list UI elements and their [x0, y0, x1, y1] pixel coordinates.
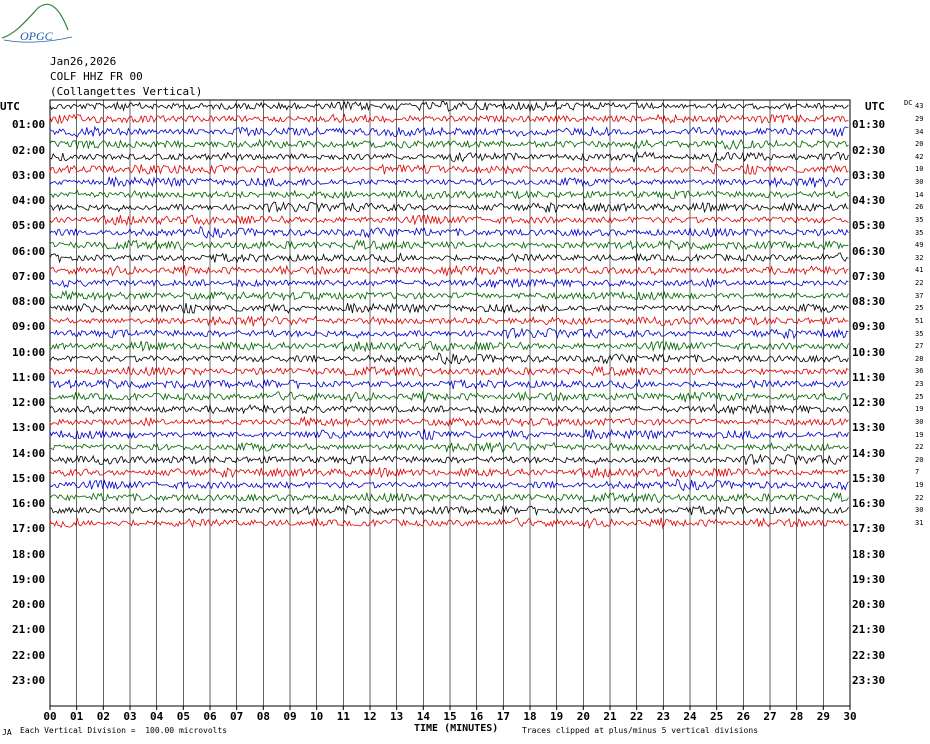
x-tick-label: 27 — [763, 710, 777, 723]
seismogram-trace — [50, 140, 848, 150]
x-tick-label: 09 — [283, 710, 297, 723]
x-tick-label: 12 — [363, 710, 377, 723]
right-hour-label: 20:30 — [852, 598, 886, 611]
seismogram-trace — [50, 215, 848, 225]
right-hour-label: 13:30 — [852, 421, 886, 435]
right-hour-label: 10:30 — [852, 345, 886, 359]
left-hour-label: 06:00 — [12, 244, 46, 258]
left-hour-label: 07:00 — [12, 269, 46, 283]
left-hour-label: 18:00 — [12, 547, 46, 561]
left-hour-label: 08:00 — [12, 295, 46, 308]
seismogram-trace — [50, 455, 848, 465]
left-hour-label: 10:00 — [12, 345, 46, 359]
x-tick-label: 06 — [203, 710, 217, 723]
right-hour-label: 06:30 — [852, 244, 886, 258]
right-hour-label: 18:30 — [852, 547, 886, 561]
right-hour-label: 03:30 — [852, 168, 886, 182]
footer-left-mark: JA — [2, 728, 12, 737]
seismogram-trace — [50, 391, 848, 402]
header-date: Jan26,2026 — [50, 55, 117, 68]
right-hour-label: 21:30 — [852, 623, 886, 637]
seismogram-trace — [50, 518, 848, 528]
seismogram-trace — [50, 404, 848, 413]
header-station: COLF HHZ FR 00 — [50, 70, 143, 83]
dc-offset-value: 25 — [915, 304, 924, 313]
dc-offset-value: 22 — [915, 443, 924, 452]
x-tick-label: 25 — [710, 710, 724, 723]
right-hour-label: 04:30 — [852, 194, 886, 207]
dc-offset-value: 35 — [915, 215, 924, 224]
dc-offset-value: 34 — [915, 127, 924, 136]
left-hour-label: 14:00 — [12, 446, 46, 460]
dc-offset-value: 30 — [915, 417, 924, 426]
right-hour-label: 14:30 — [852, 446, 886, 460]
x-tick-label: 10 — [310, 710, 324, 723]
dc-offset-value: 22 — [915, 493, 924, 502]
dc-offset-value: 49 — [915, 241, 924, 250]
x-tick-label: 23 — [656, 710, 670, 723]
seismogram-trace — [50, 240, 848, 250]
dc-offset-value: 23 — [915, 380, 924, 389]
seismogram-trace — [50, 316, 848, 326]
x-tick-label: 18 — [523, 710, 537, 723]
right-hour-label: 09:30 — [852, 320, 886, 334]
footer-division-note: Each Vertical Division = 100.00 microvolts — [20, 726, 228, 735]
dc-offset-value: 36 — [915, 367, 924, 376]
left-hour-label: 20:00 — [12, 598, 46, 611]
x-tick-label: 04 — [150, 710, 164, 723]
seismogram-trace — [50, 467, 848, 477]
left-hour-label: 02:00 — [12, 143, 46, 157]
x-tick-label: 00 — [43, 710, 57, 723]
x-tick-label: 26 — [736, 710, 750, 723]
x-tick-label: 29 — [816, 710, 830, 723]
right-hour-label: 02:30 — [852, 143, 886, 157]
left-hour-label: 17:00 — [12, 522, 46, 536]
left-hour-label: 16:00 — [12, 497, 46, 510]
dc-offset-value: 19 — [915, 481, 924, 490]
x-tick-label: 15 — [443, 710, 457, 723]
x-tick-label: 01 — [70, 710, 84, 723]
right-hour-label: 11:30 — [852, 370, 886, 384]
seismogram-trace — [50, 417, 848, 426]
left-hour-label: 04:00 — [12, 194, 46, 207]
dc-offset-value: 41 — [915, 266, 924, 275]
seismogram-trace — [50, 366, 848, 376]
left-hour-label: 15:00 — [12, 471, 46, 485]
x-axis-label: TIME (MINUTES) — [414, 723, 499, 734]
dc-offset-value: 22 — [915, 279, 924, 288]
seismogram-trace — [50, 443, 848, 453]
seismogram-trace — [50, 493, 848, 503]
left-hour-label: 05:00 — [12, 219, 46, 233]
header-location: (Collangettes Vertical) — [50, 85, 203, 98]
dc-offset-value: 14 — [915, 190, 924, 199]
dc-title: DC — [904, 99, 913, 107]
left-hour-label: 21:00 — [12, 623, 46, 637]
dc-offset-value: 20 — [915, 455, 924, 464]
right-hour-label: 16:30 — [852, 497, 886, 510]
seismogram-trace — [50, 341, 848, 351]
dc-offset-value: 26 — [915, 203, 924, 212]
x-tick-label: 21 — [603, 710, 617, 723]
seismogram-trace — [50, 303, 848, 313]
x-tick-label: 13 — [390, 710, 404, 723]
left-axis-title: UTC — [0, 100, 20, 113]
dc-offset-value: 42 — [915, 152, 924, 161]
right-hour-label: 05:30 — [852, 219, 886, 233]
right-hour-label: 15:30 — [852, 471, 886, 485]
dc-offset-value: 32 — [915, 253, 924, 262]
x-tick-label: 22 — [630, 710, 644, 723]
right-hour-label: 23:30 — [852, 673, 886, 687]
dc-offset-value: 51 — [915, 316, 924, 325]
logo-text: OPGC — [20, 29, 53, 43]
right-hour-label: 19:30 — [852, 572, 886, 586]
seismogram-trace — [50, 253, 848, 263]
x-tick-label: 24 — [683, 710, 697, 723]
left-hour-label: 19:00 — [12, 572, 46, 586]
left-hour-label: 23:00 — [12, 673, 46, 687]
seismogram-trace — [50, 190, 848, 199]
seismogram-trace — [50, 291, 848, 300]
dc-offset-value: 10 — [915, 165, 924, 174]
seismogram-trace — [50, 379, 848, 389]
seismogram-trace — [50, 479, 848, 490]
left-hour-label: 01:00 — [12, 118, 46, 132]
seismogram-trace — [50, 227, 848, 238]
seismogram-trace — [50, 506, 848, 515]
dc-offset-value: 31 — [915, 518, 924, 527]
dc-offset-value: 20 — [915, 140, 924, 149]
right-axis-title: UTC — [865, 100, 885, 113]
right-hour-label: 01:30 — [852, 118, 886, 132]
dc-offset-value: 35 — [915, 329, 924, 338]
x-tick-label: 30 — [843, 710, 857, 723]
dc-offset-value: 43 — [915, 102, 924, 111]
seismogram-trace — [50, 202, 848, 212]
x-tick-label: 08 — [256, 710, 270, 723]
seismogram-trace — [50, 164, 848, 174]
dc-offset-value: 29 — [915, 114, 924, 123]
dc-offset-value: 28 — [915, 354, 924, 363]
left-hour-label: 03:00 — [12, 168, 46, 182]
dc-offset-value: 37 — [915, 291, 924, 300]
right-hour-label: 17:30 — [852, 522, 886, 536]
seismogram-trace — [50, 353, 848, 364]
right-hour-label: 08:30 — [852, 295, 886, 308]
x-tick-label: 14 — [416, 710, 430, 723]
dc-offset-value: 25 — [915, 392, 924, 401]
seismogram-trace — [50, 152, 848, 162]
x-tick-label: 20 — [576, 710, 590, 723]
dc-offset-value: 27 — [915, 342, 924, 351]
x-tick-label: 02 — [96, 710, 110, 723]
dc-offset-value: 35 — [915, 228, 924, 237]
seismogram-trace — [50, 429, 848, 439]
seismogram-trace — [50, 278, 848, 287]
x-tick-label: 11 — [336, 710, 350, 723]
left-hour-label: 12:00 — [12, 396, 46, 409]
left-hour-label: 11:00 — [12, 370, 46, 384]
x-tick-label: 07 — [230, 710, 244, 723]
dc-offset-value: 30 — [915, 178, 924, 187]
x-tick-label: 05 — [176, 710, 190, 723]
footer-clip-note: Traces clipped at plus/minus 5 vertical divisions — [522, 726, 759, 735]
x-tick-label: 19 — [550, 710, 564, 723]
x-tick-label: 28 — [790, 710, 804, 723]
seismogram-trace — [50, 127, 848, 137]
seismogram-trace — [50, 265, 848, 276]
seismogram-trace — [50, 114, 848, 123]
right-hour-label: 22:30 — [852, 648, 886, 662]
seismogram-trace — [50, 101, 848, 111]
left-hour-label: 09:00 — [12, 320, 46, 334]
dc-offset-value: 7 — [915, 468, 920, 477]
left-hour-label: 22:00 — [12, 648, 46, 662]
right-hour-label: 12:30 — [852, 396, 886, 409]
dc-offset-value: 19 — [915, 405, 924, 414]
x-tick-label: 16 — [470, 710, 484, 723]
x-tick-label: 17 — [496, 710, 510, 723]
left-hour-label: 13:00 — [12, 421, 46, 435]
dc-offset-value: 30 — [915, 506, 924, 515]
seismogram-trace — [50, 177, 848, 188]
right-hour-label: 07:30 — [852, 269, 886, 283]
dc-offset-value: 19 — [915, 430, 924, 439]
x-tick-label: 03 — [123, 710, 137, 723]
seismogram-trace — [50, 328, 848, 338]
